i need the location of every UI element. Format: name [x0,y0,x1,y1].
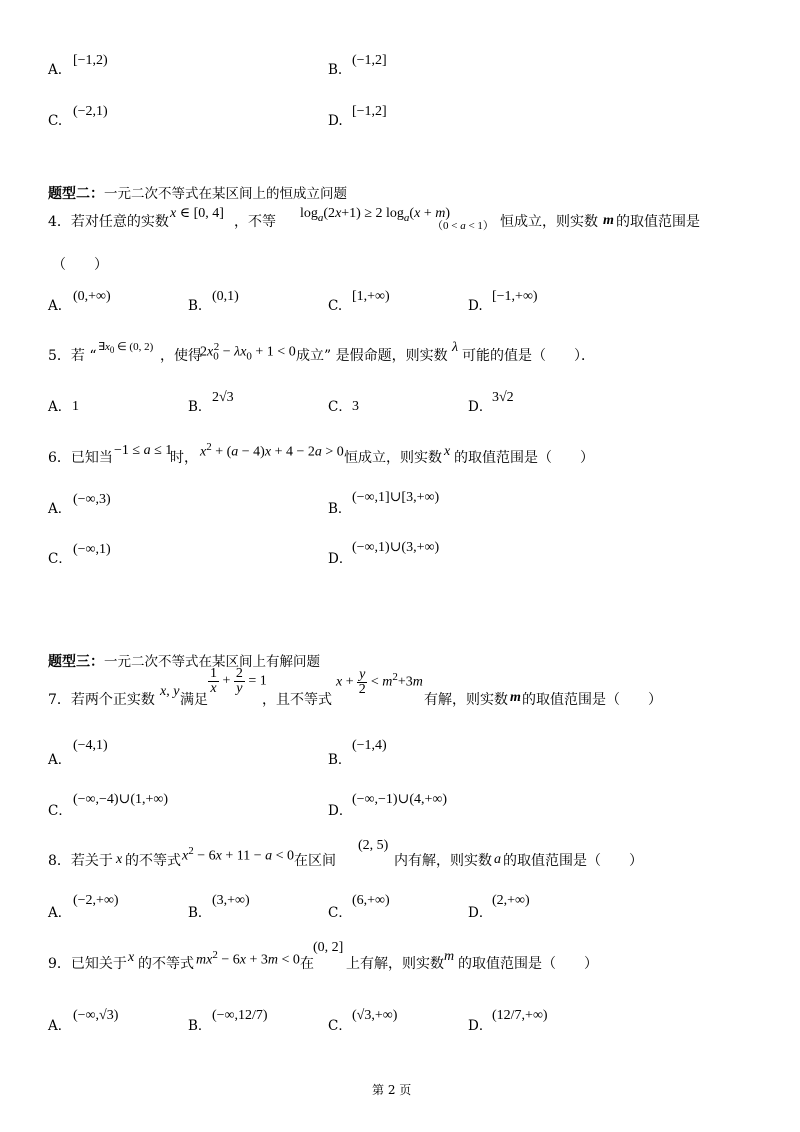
q4-text-4: 的取值范围是 [616,214,700,230]
q5-option-c-value: 3 [352,399,359,414]
q8-option-a-label: A． [48,905,72,921]
q7-option-a-value: (−4,1) [73,738,108,753]
q9-option-a-value: (−∞,√3) [73,1008,119,1023]
section-2-title: 题型二： [48,186,104,202]
q5-option-d-label: D． [468,399,493,415]
q7-text-4: 有解，则实数 [424,692,508,708]
q6-option-d-label: D． [328,551,353,567]
q5-math-inequality: $2x_0^2 - \lambda x_0 + 1 < 0$ [200,341,296,363]
q6-text-1: 已知当 [70,450,113,466]
section-2-heading [48,182,347,203]
q4-number: 4． [48,214,71,230]
q7-number: 7． [48,692,71,708]
q8-option-a-value: (−2,+∞) [73,893,119,908]
q8-option-b-value: (3,+∞) [212,893,250,908]
q3-option-c-label: C. [48,113,63,129]
q5-var-lambda: λ [452,340,459,355]
q8-math-inequality: $x^2 - 6x + 11 - a < 0$ [182,845,295,864]
q8-option-b-label: B． [188,905,212,921]
q3-option-b-label: B. [328,62,343,78]
q9-option-d-label: D． [468,1018,493,1034]
q7-stem [48,692,155,708]
q4-math-inequality: $\log_a(2x+1) \ge 2$ $\log_a(x + m)$ [300,206,451,224]
q7-option-c-label: C． [48,803,72,819]
q5-text-2: ，使得 [160,348,202,364]
q6-stem [48,450,113,466]
q5-text-1: 若 “ [70,348,97,364]
q3-option-a-label: A. [48,62,63,78]
q7-math-condition: $\frac{1}{x}$ + $\frac{2}{y}$ = 1 [210,666,267,696]
q9-text-4: 上有解，则实数 [346,956,444,972]
q7-option-b-value: (−1,4) [352,738,387,753]
q9-option-c-label: C． [328,1018,352,1034]
q7-math-inequality: x + $\frac{y}{2}$ < $m^2+3m$ [336,667,423,697]
q9-math-inequality: $mx^2 - 6x + 3m < 0$ [196,949,300,968]
section-2-desc: 一元二次不等式在某区间上的恒成立问题 [104,186,347,202]
q8-math-interval: (2, 5) [358,838,389,853]
q6-text-4: 的取值范围是（ ） [454,450,594,466]
section-3-desc: 一元二次不等式在某区间上有解问题 [104,654,320,670]
q5-math-exists: $\exists x_0$ ∈ (0, 2) [98,341,154,356]
q6-option-c-label: C． [48,551,72,567]
q8-var-x: x [116,852,123,867]
q9-option-d-value: (12/7,+∞) [492,1008,548,1023]
q3-option-d-label: D. [328,113,343,129]
q7-text-1: 若两个正实数 [70,692,155,708]
q5-stem [48,348,97,364]
q4-option-d-label: D. [468,298,483,314]
q4-text-1: 若对任意的实数 [70,214,169,230]
q9-number: 9． [48,956,71,972]
q7-var-m: m [510,690,521,705]
q6-option-c-value: (−∞,1) [73,542,111,557]
q8-var-a: a [494,852,501,867]
q9-math-interval: (0, 2] [313,940,344,955]
q7-option-a-label: A． [48,752,72,768]
q7-option-b-label: B． [328,752,352,768]
q4-math-x-range: x ∈ [0, 4] [170,206,224,221]
q6-math-a-range: −1 ≤ a ≤ 1 [114,443,173,458]
q5-option-a-value: 1 [72,399,79,414]
q8-option-c-value: (6,+∞) [352,893,390,908]
q4-option-b-value: (0,1) [212,289,239,304]
q9-option-c-value: (√3,+∞) [352,1008,398,1023]
q9-var-x: x [128,950,135,965]
q6-text-2: 时， [170,450,198,466]
q8-text-1: 若关于 [70,853,113,869]
q4-option-c-value: [1,+∞) [352,289,390,304]
q4-option-a-label: A. [48,298,63,314]
q6-text-3: 恒成立，则实数 [344,450,442,466]
q9-text-5: 的取值范围是（ ） [458,956,598,972]
q7-frac-2-y: $\frac{2}{y}$ [235,666,243,696]
q3-option-c-value: (−2,1) [73,104,108,119]
q6-option-b-value: (−∞,1]∪[3,+∞) [352,490,440,505]
q7-frac-1-x: $\frac{1}{x}$ [210,666,217,696]
q6-option-a-value: (−∞,3) [73,492,111,507]
q4-option-a-value: (0,+∞) [73,289,111,304]
q4-text-3: 恒成立，则实数 [500,214,598,230]
q5-option-a-label: A． [48,399,72,415]
q6-option-a-label: A． [48,501,72,517]
q8-text-4: 内有解，则实数 [394,853,492,869]
q9-text-2: 的不等式 [138,956,194,972]
q5-number: 5． [48,348,71,364]
q6-option-b-label: B． [328,501,352,517]
q6-math-inequality: $x^2 + (a - 4)x + 4 - 2a > 0$ [200,441,344,460]
q8-option-d-label: D． [468,905,493,921]
section-3-title: 题型三： [48,654,104,670]
q3-option-b-value: (−1,2] [352,53,387,68]
q7-option-d-value: (−∞,−1)∪(4,+∞) [352,792,448,807]
q5-text-4: 可能的值是（ ）． [462,348,595,364]
q9-option-b-value: (−∞,12/7) [212,1008,268,1023]
q5-option-b-value: 2√3 [212,390,234,405]
q3-option-d-value: [−1,2] [352,104,387,119]
q8-text-2: 的不等式 [125,853,181,869]
q6-var-x: x [444,444,451,459]
q4-blank: （ ） [52,257,108,273]
q9-text-1: 已知关于 [70,956,127,972]
q8-option-c-label: C． [328,905,352,921]
q9-text-3: 在 [300,956,314,972]
q4-var-m: m [603,213,614,228]
q8-number: 8． [48,853,71,869]
q4-stem [48,214,169,230]
q5-option-c-label: C． [328,399,352,415]
q5-option-d-value: 3√2 [492,390,514,405]
q7-math-xy: x, y [160,684,180,699]
q9-var-m: m [444,949,455,964]
q6-option-d-value: (−∞,1)∪(3,+∞) [352,540,440,555]
q4-option-b-label: B. [188,298,203,314]
q9-stem [48,956,127,972]
q9-option-a-label: A． [48,1018,72,1034]
q5-option-b-label: B． [188,399,212,415]
q7-frac-y-2: $\frac{y}{2}$ [358,667,366,697]
q4-math-a-range: （0 < a < 1） [432,220,494,232]
q7-option-d-label: D． [328,803,353,819]
q9-option-b-label: B． [188,1018,212,1034]
q8-text-3: 在区间 [294,853,336,869]
q7-text-3: ，且不等式 [262,692,332,708]
q4-text-2: ，不等 [234,214,276,230]
q8-option-d-value: (2,+∞) [492,893,530,908]
q7-text-2: 满足 [180,692,208,708]
page-number: 第 2 页 [372,1083,412,1097]
q3-option-a-value: [−1,2) [73,53,108,68]
q7-text-5: 的取值范围是（ ） [522,692,662,708]
q6-number: 6． [48,450,71,466]
q8-text-5: 的取值范围是（ ） [503,853,643,869]
q4-option-c-label: C. [328,298,343,314]
q8-stem [48,853,113,869]
q7-option-c-value: (−∞,−4)∪(1,+∞) [73,792,169,807]
q4-option-d-value: [−1,+∞) [492,289,538,304]
section-3-heading [48,650,320,671]
q5-text-3: 成立” 是假命题，则实数 [296,348,448,364]
